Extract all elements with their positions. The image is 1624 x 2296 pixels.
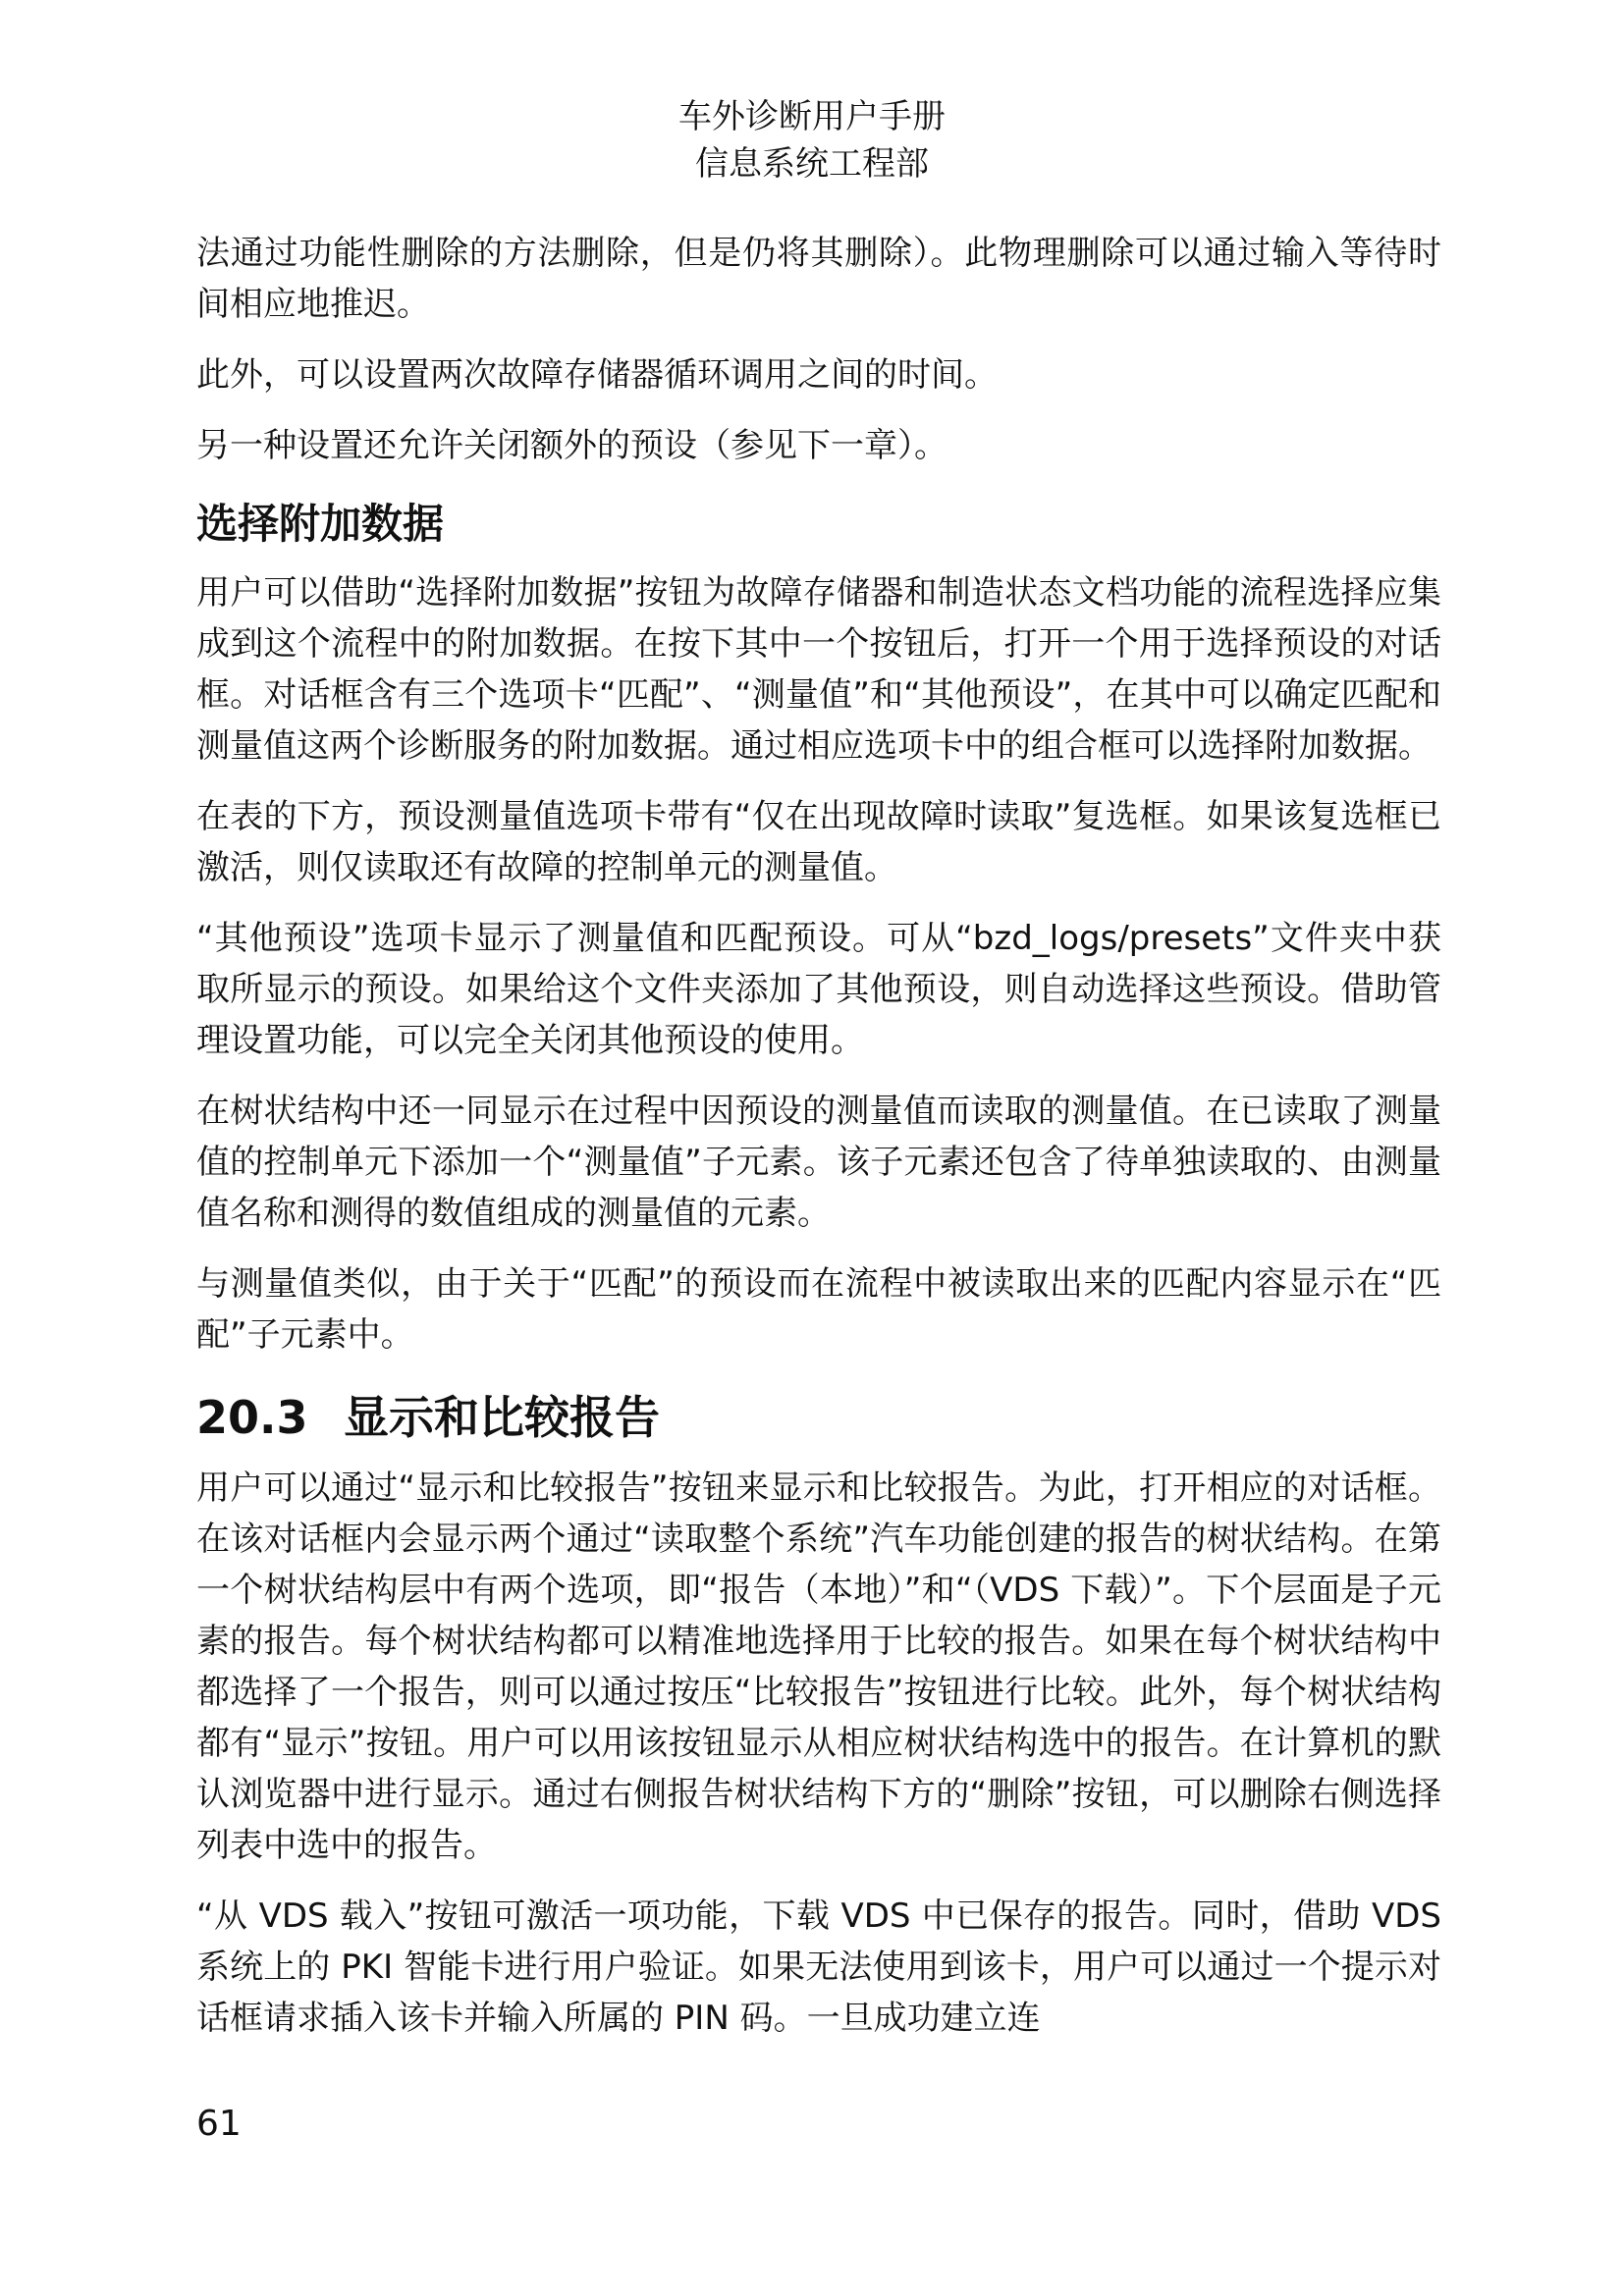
paragraph: 此外，可以设置两次故障存储器循环调用之间的时间。 [196, 355, 998, 395]
paragraph: 用户可以通过“显示和比较报告”按钮来显示和比较报告。为此，打开相应的对话框。在该对话框内会显示两个通过“读取整个系统”汽车功能创建的报告的树状结构。在第一个树状结构层中有两个选项，即“报告（本地）”和“（VDS 下载）”。下个层面是子元素的报告。每个树状结构都可以精准地选择用于比较的报告。如果在每个树状结构中都选择了一个报告，则可以通过按压“比较报告”按钮进行比较。此外，每个树状结构都有“显示”按钮。用户可以用该按钮显示从相应树状结构选中的报告。在计算机的默认浏览器中进行显示。通过右侧报告树状结构下方的“删除”按钮，可以删除右侧选择列表中选中的报告。 [196, 1468, 1441, 1865]
paragraph: 在表的下方，预设测量值选项卡带有“仅在出现故障时读取”复选框。如果该复选框已激活，则仅读取还有故障的控制单元的测量值。 [196, 797, 1441, 887]
chapter-title: 显示和比较报告 [344, 1391, 660, 1444]
header-title: 车外诊断用户手册 [678, 97, 946, 136]
page-header [0, 93, 1624, 187]
page-number: 61 [196, 2104, 242, 2144]
chapter-heading [196, 1386, 1441, 1449]
page-body [196, 228, 1441, 2063]
paragraph: “其他预设”选项卡显示了测量值和匹配预设。可从“bzd_logs/presets”文件夹中获取所显示的预设。如果给这个文件夹添加了其他预设，则自动选择这些预设。借助管理设置功能，可以完全关闭其他预设的使用。 [196, 919, 1441, 1060]
paragraph: 另一种设置还允许关闭额外的预设（参见下一章）。 [196, 426, 947, 465]
paragraph: 法通过功能性删除的方法删除，但是仍将其删除）。此物理删除可以通过输入等待时间相应地推迟。 [196, 234, 1441, 324]
paragraph: 在树状结构中还一同显示在过程中因预设的测量值而读取的测量值。在已读取了测量值的控制单元下添加一个“测量值”子元素。该子元素还包含了待单独读取的、由测量值名称和测得的数值组成的测量值的元素。 [196, 1092, 1441, 1233]
chapter-number: 20.3 [196, 1391, 308, 1444]
paragraph: 与测量值类似，由于关于“匹配”的预设而在流程中被读取出来的匹配内容显示在“匹配”子元素中。 [196, 1264, 1441, 1355]
header-department: 信息系统工程部 [695, 144, 929, 184]
paragraph: 用户可以借助“选择附加数据”按钮为故障存储器和制造状态文档功能的流程选择应集成到这个流程中的附加数据。在按下其中一个按钮后，打开一个用于选择预设的对话框。对话框含有三个选项卡“匹配”、“测量值”和“其他预设”，在其中可以确定匹配和测量值这两个诊断服务的附加数据。通过相应选项卡中的组合框可以选择附加数据。 [196, 573, 1441, 766]
paragraph: “从 VDS 载入”按钮可激活一项功能，下载 VDS 中已保存的报告。同时，借助 VDS 系统上的 PKI 智能卡进行用户验证。如果无法使用到该卡，用户可以通过一个提示对话框请求插入该卡并输入所属的 PIN 码。一旦成功建立连 [196, 1896, 1441, 2038]
section-heading: 选择附加数据 [196, 500, 445, 548]
